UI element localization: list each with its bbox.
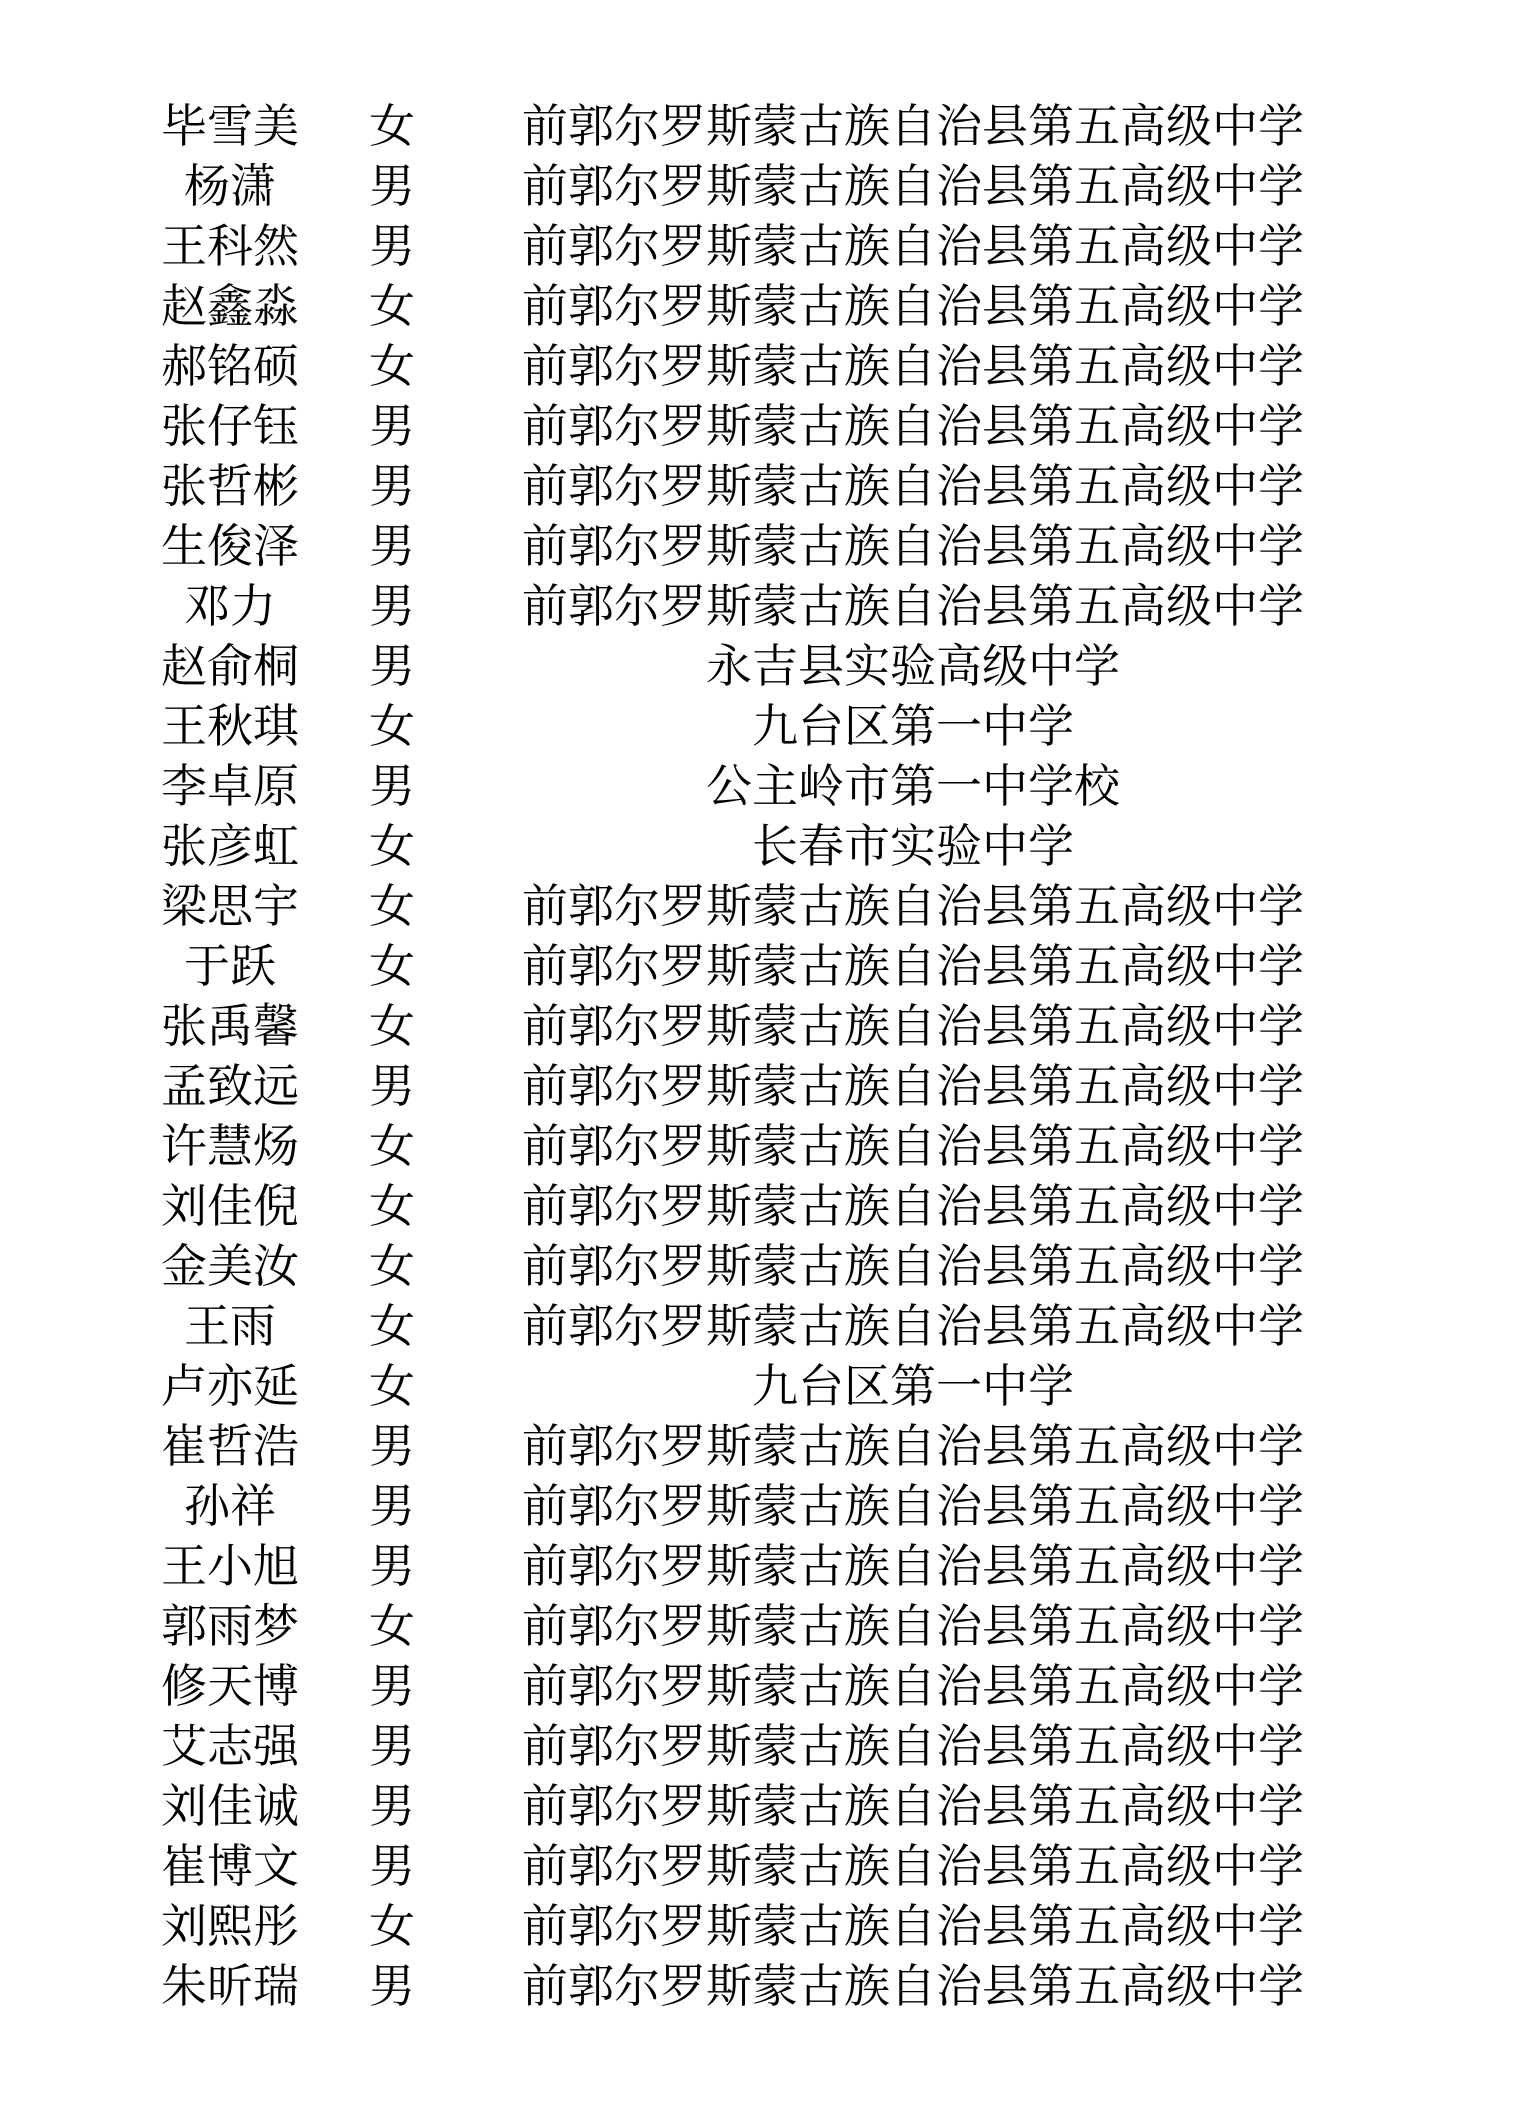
student-name: 刘熙彤	[161, 1899, 299, 1953]
student-name: 王小旭	[161, 1539, 299, 1593]
student-name: 孙祥	[184, 1479, 276, 1533]
student-school: 前郭尔罗斯蒙古族自治县第五高级中学	[522, 1479, 1304, 1533]
student-school: 公主岭市第一中学校	[706, 759, 1120, 813]
student-gender: 男	[369, 219, 415, 273]
list-row	[0, 1836, 1522, 1896]
student-name: 邓力	[184, 579, 276, 633]
student-gender: 女	[369, 1119, 415, 1173]
student-school: 前郭尔罗斯蒙古族自治县第五高级中学	[522, 459, 1304, 513]
student-name: 毕雪美	[161, 99, 299, 153]
student-school: 前郭尔罗斯蒙古族自治县第五高级中学	[522, 999, 1304, 1053]
student-name: 王科然	[161, 219, 299, 273]
student-name: 郭雨梦	[161, 1599, 299, 1653]
student-name: 王秋琪	[161, 699, 299, 753]
student-school: 前郭尔罗斯蒙古族自治县第五高级中学	[522, 1659, 1304, 1713]
list-row	[0, 1476, 1522, 1536]
student-name: 许慧炀	[161, 1119, 299, 1173]
list-row	[0, 1536, 1522, 1596]
student-school: 前郭尔罗斯蒙古族自治县第五高级中学	[522, 519, 1304, 573]
student-name: 张仔钰	[161, 399, 299, 453]
student-school: 九台区第一中学	[752, 1359, 1074, 1413]
student-name: 崔哲浩	[161, 1419, 299, 1473]
student-gender: 女	[369, 939, 415, 993]
student-gender: 男	[369, 759, 415, 813]
student-name: 刘佳倪	[161, 1179, 299, 1233]
list-row	[0, 816, 1522, 876]
student-gender: 男	[369, 519, 415, 573]
student-gender: 女	[369, 1359, 415, 1413]
student-gender: 男	[369, 1839, 415, 1893]
student-gender: 女	[369, 1239, 415, 1293]
list-row	[0, 996, 1522, 1056]
list-row	[0, 216, 1522, 276]
student-gender: 男	[369, 159, 415, 213]
student-gender: 男	[369, 399, 415, 453]
student-gender: 男	[369, 459, 415, 513]
student-name: 梁思宇	[161, 879, 299, 933]
student-name: 张禹馨	[161, 999, 299, 1053]
student-school: 前郭尔罗斯蒙古族自治县第五高级中学	[522, 159, 1304, 213]
list-row	[0, 1176, 1522, 1236]
student-gender: 女	[369, 879, 415, 933]
student-name: 艾志强	[161, 1719, 299, 1773]
student-name: 卢亦延	[161, 1359, 299, 1413]
student-name: 赵俞桐	[161, 639, 299, 693]
list-row	[0, 936, 1522, 996]
list-row	[0, 576, 1522, 636]
student-gender: 女	[369, 339, 415, 393]
student-gender: 男	[369, 579, 415, 633]
student-school: 前郭尔罗斯蒙古族自治县第五高级中学	[522, 1059, 1304, 1113]
student-gender: 男	[369, 1719, 415, 1773]
list-row	[0, 1896, 1522, 1956]
student-school: 前郭尔罗斯蒙古族自治县第五高级中学	[522, 939, 1304, 993]
student-gender: 女	[369, 1299, 415, 1353]
list-row	[0, 1716, 1522, 1776]
student-name: 杨潇	[184, 159, 276, 213]
list-row	[0, 696, 1522, 756]
student-gender: 女	[369, 99, 415, 153]
student-school: 永吉县实验高级中学	[706, 639, 1120, 693]
student-name: 于跃	[184, 939, 276, 993]
student-gender: 女	[369, 279, 415, 333]
student-school: 前郭尔罗斯蒙古族自治县第五高级中学	[522, 1899, 1304, 1953]
student-gender: 男	[369, 1419, 415, 1473]
student-school: 前郭尔罗斯蒙古族自治县第五高级中学	[522, 579, 1304, 633]
student-name: 郝铭硕	[161, 339, 299, 393]
student-name: 金美汝	[161, 1239, 299, 1293]
student-school: 前郭尔罗斯蒙古族自治县第五高级中学	[522, 219, 1304, 273]
student-school: 前郭尔罗斯蒙古族自治县第五高级中学	[522, 1539, 1304, 1593]
student-name: 孟致远	[161, 1059, 299, 1113]
student-school: 前郭尔罗斯蒙古族自治县第五高级中学	[522, 1239, 1304, 1293]
list-row	[0, 1656, 1522, 1716]
student-name: 赵鑫淼	[161, 279, 299, 333]
list-row	[0, 636, 1522, 696]
list-row	[0, 1956, 1522, 2016]
student-gender: 女	[369, 1899, 415, 1953]
student-name: 张哲彬	[161, 459, 299, 513]
list-row	[0, 1596, 1522, 1656]
student-gender: 男	[369, 1539, 415, 1593]
student-school: 长春市实验中学	[752, 819, 1074, 873]
student-gender: 男	[369, 1659, 415, 1713]
student-school: 前郭尔罗斯蒙古族自治县第五高级中学	[522, 339, 1304, 393]
student-school: 前郭尔罗斯蒙古族自治县第五高级中学	[522, 279, 1304, 333]
student-name: 李卓原	[161, 759, 299, 813]
student-list	[0, 96, 1522, 2016]
student-school: 前郭尔罗斯蒙古族自治县第五高级中学	[522, 1959, 1304, 2013]
list-row	[0, 1356, 1522, 1416]
list-row	[0, 876, 1522, 936]
student-school: 前郭尔罗斯蒙古族自治县第五高级中学	[522, 1719, 1304, 1773]
list-row	[0, 1056, 1522, 1116]
student-school: 前郭尔罗斯蒙古族自治县第五高级中学	[522, 99, 1304, 153]
student-name: 崔博文	[161, 1839, 299, 1893]
student-school: 前郭尔罗斯蒙古族自治县第五高级中学	[522, 399, 1304, 453]
list-row	[0, 1416, 1522, 1476]
student-gender: 男	[369, 639, 415, 693]
student-school: 前郭尔罗斯蒙古族自治县第五高级中学	[522, 879, 1304, 933]
student-gender: 男	[369, 1779, 415, 1833]
student-school: 九台区第一中学	[752, 699, 1074, 753]
student-name: 生俊泽	[161, 519, 299, 573]
student-school: 前郭尔罗斯蒙古族自治县第五高级中学	[522, 1839, 1304, 1893]
student-name: 刘佳诚	[161, 1779, 299, 1833]
student-school: 前郭尔罗斯蒙古族自治县第五高级中学	[522, 1779, 1304, 1833]
list-row	[0, 156, 1522, 216]
student-gender: 男	[369, 1479, 415, 1533]
student-school: 前郭尔罗斯蒙古族自治县第五高级中学	[522, 1179, 1304, 1233]
list-row	[0, 456, 1522, 516]
student-school: 前郭尔罗斯蒙古族自治县第五高级中学	[522, 1119, 1304, 1173]
student-name: 张彦虹	[161, 819, 299, 873]
student-gender: 男	[369, 1959, 415, 2013]
list-row	[0, 1116, 1522, 1176]
list-row	[0, 1296, 1522, 1356]
student-gender: 女	[369, 699, 415, 753]
student-gender: 女	[369, 819, 415, 873]
list-row	[0, 1776, 1522, 1836]
student-name: 修天博	[161, 1659, 299, 1713]
list-row	[0, 276, 1522, 336]
student-school: 前郭尔罗斯蒙古族自治县第五高级中学	[522, 1299, 1304, 1353]
student-name: 王雨	[184, 1299, 276, 1353]
student-school: 前郭尔罗斯蒙古族自治县第五高级中学	[522, 1419, 1304, 1473]
list-row	[0, 336, 1522, 396]
list-row	[0, 1236, 1522, 1296]
list-row	[0, 756, 1522, 816]
student-name: 朱昕瑞	[161, 1959, 299, 2013]
student-gender: 女	[369, 1179, 415, 1233]
list-row	[0, 396, 1522, 456]
student-gender: 女	[369, 1599, 415, 1653]
list-row	[0, 516, 1522, 576]
student-gender: 女	[369, 999, 415, 1053]
student-school: 前郭尔罗斯蒙古族自治县第五高级中学	[522, 1599, 1304, 1653]
list-row	[0, 96, 1522, 156]
student-gender: 男	[369, 1059, 415, 1113]
